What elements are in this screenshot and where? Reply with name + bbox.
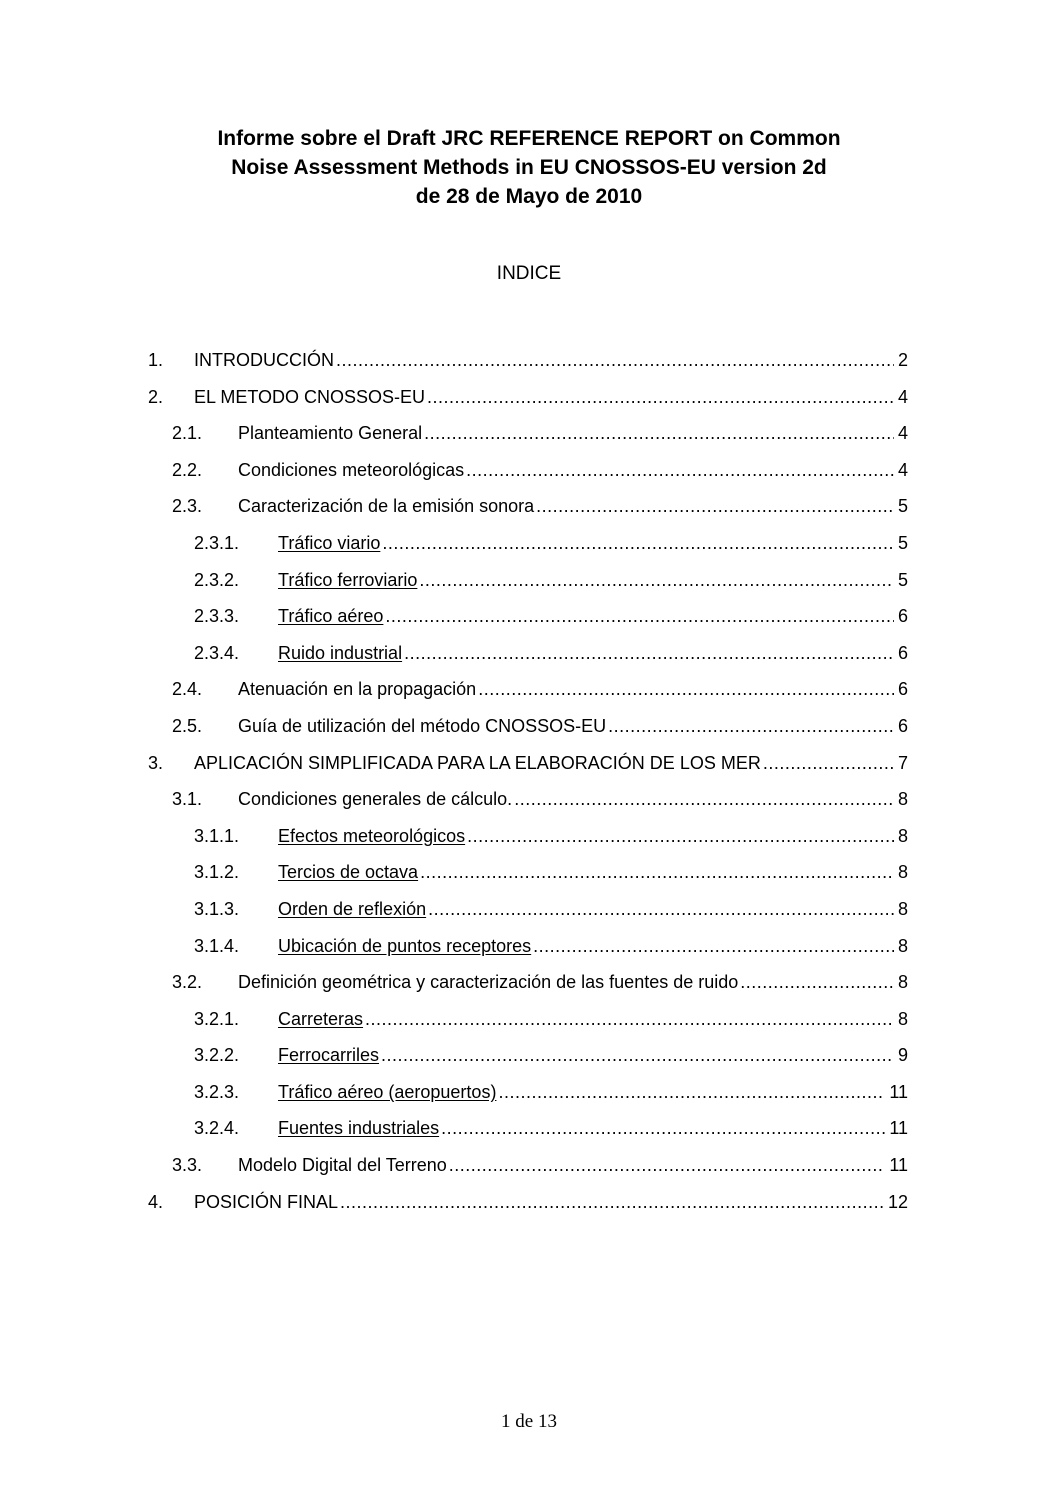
toc-dot-leader: [514, 785, 894, 813]
toc-entry[interactable]: [148, 932, 908, 969]
toc-entry-page: 4: [897, 423, 908, 444]
toc-entry-page: 8: [897, 825, 908, 846]
toc-entry-number: 3.1.3.: [194, 898, 240, 919]
toc-entry-label[interactable]: Tercios de octava: [278, 862, 419, 883]
toc-entry-label: Modelo Digital del Terreno: [238, 1155, 447, 1176]
toc-entry-page: 8: [897, 789, 908, 810]
toc-entry[interactable]: [148, 346, 908, 383]
toc-entry-label[interactable]: Orden de reflexión: [278, 898, 427, 919]
toc-entry[interactable]: [148, 1005, 908, 1042]
toc-entry-page: 6: [897, 679, 908, 700]
toc-entry-page: 9: [897, 1045, 908, 1066]
toc-entry-number: 2.5.: [172, 715, 203, 736]
toc-entry[interactable]: [148, 566, 908, 603]
toc-entry-label: Condiciones meteorológicas: [238, 459, 465, 480]
toc-entry-page: 5: [897, 496, 908, 517]
toc-entry[interactable]: [148, 822, 908, 859]
toc-dot-leader: [424, 419, 894, 447]
toc-entry-label: Caracterización de la emisión sonora: [238, 496, 535, 517]
toc-entry-page: 11: [889, 1155, 908, 1176]
toc-entry[interactable]: [148, 968, 908, 1005]
toc-entry[interactable]: [148, 602, 908, 639]
toc-entry-label[interactable]: Ruido industrial: [278, 642, 403, 663]
toc-entry[interactable]: [148, 383, 908, 420]
toc-entry-number: 3.2.: [172, 972, 203, 993]
toc-entry-number: 3.2.2.: [194, 1045, 240, 1066]
toc-entry-page: 8: [897, 972, 908, 993]
toc-entry-label[interactable]: Ubicación de puntos receptores: [278, 935, 532, 956]
toc-entry-number: 2.4.: [172, 679, 203, 700]
toc-entry[interactable]: [148, 456, 908, 493]
toc-entry-number: 2.: [148, 386, 164, 407]
toc-entry-label: Guía de utilización del método CNOSSOS-EU: [238, 715, 607, 736]
toc-entry-label: Definición geométrica y caracterización de las fuentes de ruido: [238, 972, 739, 993]
toc-dot-leader: [365, 1005, 894, 1033]
toc-entry-label[interactable]: Fuentes industriales: [278, 1118, 440, 1139]
toc-entry[interactable]: [148, 529, 908, 566]
toc-entry-page: 4: [897, 386, 908, 407]
toc-entry[interactable]: [148, 749, 908, 786]
toc-entry-label[interactable]: Tráfico ferroviario: [278, 569, 418, 590]
toc-entry-page: 4: [897, 459, 908, 480]
toc-entry[interactable]: [148, 675, 908, 712]
toc-dot-leader: [427, 383, 894, 411]
toc-dot-leader: [608, 712, 894, 740]
index-heading: INDICE: [496, 263, 562, 284]
toc-entry-label[interactable]: Efectos meteorológicos: [278, 825, 466, 846]
page-footer: 1 de 13: [501, 1411, 557, 1432]
table-of-contents: [148, 346, 908, 1224]
toc-dot-leader: [498, 1078, 885, 1106]
toc-entry-number: 2.3.2.: [194, 569, 240, 590]
title-line: Informe sobre el Draft JRC REFERENCE REPORT on Common: [217, 127, 841, 150]
toc-dot-leader: [420, 858, 894, 886]
toc-dot-leader: [478, 675, 894, 703]
toc-entry[interactable]: [148, 492, 908, 529]
toc-entry-number: 2.2.: [172, 459, 203, 480]
toc-entry-label: APLICACIÓN SIMPLIFICADA PARA LA ELABORACIÓN DE LOS MER: [194, 752, 761, 773]
toc-dot-leader: [382, 529, 894, 557]
document-title: [0, 124, 1058, 211]
toc-dot-leader: [419, 566, 894, 594]
toc-entry-number: 3.2.3.: [194, 1081, 240, 1102]
toc-dot-leader: [385, 602, 894, 630]
toc-dot-leader: [428, 895, 894, 923]
toc-dot-leader: [763, 749, 894, 777]
toc-entry-label: INTRODUCCIÓN: [194, 350, 334, 370]
toc-entry-label[interactable]: Ferrocarriles: [278, 1045, 380, 1066]
toc-entry[interactable]: [148, 858, 908, 895]
toc-entry[interactable]: [148, 1041, 908, 1078]
toc-entry-label: Planteamiento General: [238, 423, 423, 444]
toc-entry-number: 4.: [148, 1191, 164, 1212]
toc-entry-number: 3.1.4.: [194, 935, 240, 956]
toc-entry-label[interactable]: Tráfico aéreo (aeropuertos): [278, 1081, 497, 1102]
toc-entry-page: 12: [887, 1191, 908, 1212]
toc-entry-number: 1.: [148, 350, 164, 370]
toc-entry-label: POSICIÓN FINAL: [194, 1191, 339, 1212]
toc-dot-leader: [336, 346, 894, 374]
toc-entry-page: 6: [897, 715, 908, 736]
toc-dot-leader: [536, 492, 894, 520]
toc-entry[interactable]: [148, 895, 908, 932]
toc-dot-leader: [381, 1041, 894, 1069]
toc-entry-number: 2.3.3.: [194, 606, 240, 627]
toc-entry-number: 3.: [148, 752, 164, 773]
toc-entry-label[interactable]: Tráfico aéreo: [278, 606, 384, 627]
toc-entry-number: 2.1.: [172, 423, 203, 444]
toc-entry-page: 8: [897, 935, 908, 956]
toc-entry-number: 3.3.: [172, 1155, 203, 1176]
toc-entry-number: 3.2.4.: [194, 1118, 240, 1139]
toc-entry-number: 3.1.2.: [194, 862, 240, 883]
toc-dot-leader: [466, 456, 894, 484]
toc-entry[interactable]: [148, 712, 908, 749]
toc-entry[interactable]: [148, 785, 908, 822]
toc-entry-label: Atenuación en la propagación: [238, 679, 477, 700]
toc-entry-number: 3.1.: [172, 789, 203, 810]
toc-entry-label: EL METODO CNOSSOS-EU: [194, 386, 426, 407]
toc-entry-number: 3.1.1.: [194, 825, 240, 846]
toc-dot-leader: [740, 968, 894, 996]
toc-dot-leader: [404, 639, 894, 667]
toc-entry[interactable]: [148, 1078, 908, 1115]
toc-entry-page: 5: [897, 532, 908, 553]
toc-entry-page: 6: [897, 606, 908, 627]
toc-entry-page: 8: [897, 862, 908, 883]
toc-entry-number: 2.3.: [172, 496, 203, 517]
toc-entry-page: 8: [897, 1008, 908, 1029]
toc-entry[interactable]: [148, 1151, 908, 1188]
toc-entry-number: 2.3.4.: [194, 642, 240, 663]
toc-entry-page: 11: [889, 1081, 908, 1102]
toc-entry-page: 6: [897, 642, 908, 663]
toc-entry[interactable]: [148, 639, 908, 676]
toc-entry[interactable]: [148, 1114, 908, 1151]
toc-dot-leader: [449, 1151, 886, 1179]
toc-entry-page: 2: [897, 350, 908, 370]
toc-entry[interactable]: [148, 419, 908, 456]
toc-entry[interactable]: [148, 1188, 908, 1225]
toc-dot-leader: [467, 822, 894, 850]
toc-entry-page: 8: [897, 898, 908, 919]
toc-entry-label[interactable]: Carreteras: [278, 1008, 364, 1029]
toc-dot-leader: [441, 1114, 885, 1142]
toc-dot-leader: [533, 932, 894, 960]
toc-entry-page: 5: [897, 569, 908, 590]
title-line: de 28 de Mayo de 2010: [415, 185, 643, 208]
toc-entry-page: 7: [897, 752, 908, 773]
toc-entry-label: Condiciones generales de cálculo.: [238, 789, 513, 810]
toc-entry-number: 3.2.1.: [194, 1008, 240, 1029]
title-line: Noise Assessment Methods in EU CNOSSOS-EU version 2d: [231, 156, 827, 179]
toc-entry-label[interactable]: Tráfico viario: [278, 532, 381, 553]
toc-dot-leader: [340, 1188, 884, 1216]
toc-entry-page: 11: [889, 1118, 908, 1139]
toc-entry-number: 2.3.1.: [194, 532, 240, 553]
